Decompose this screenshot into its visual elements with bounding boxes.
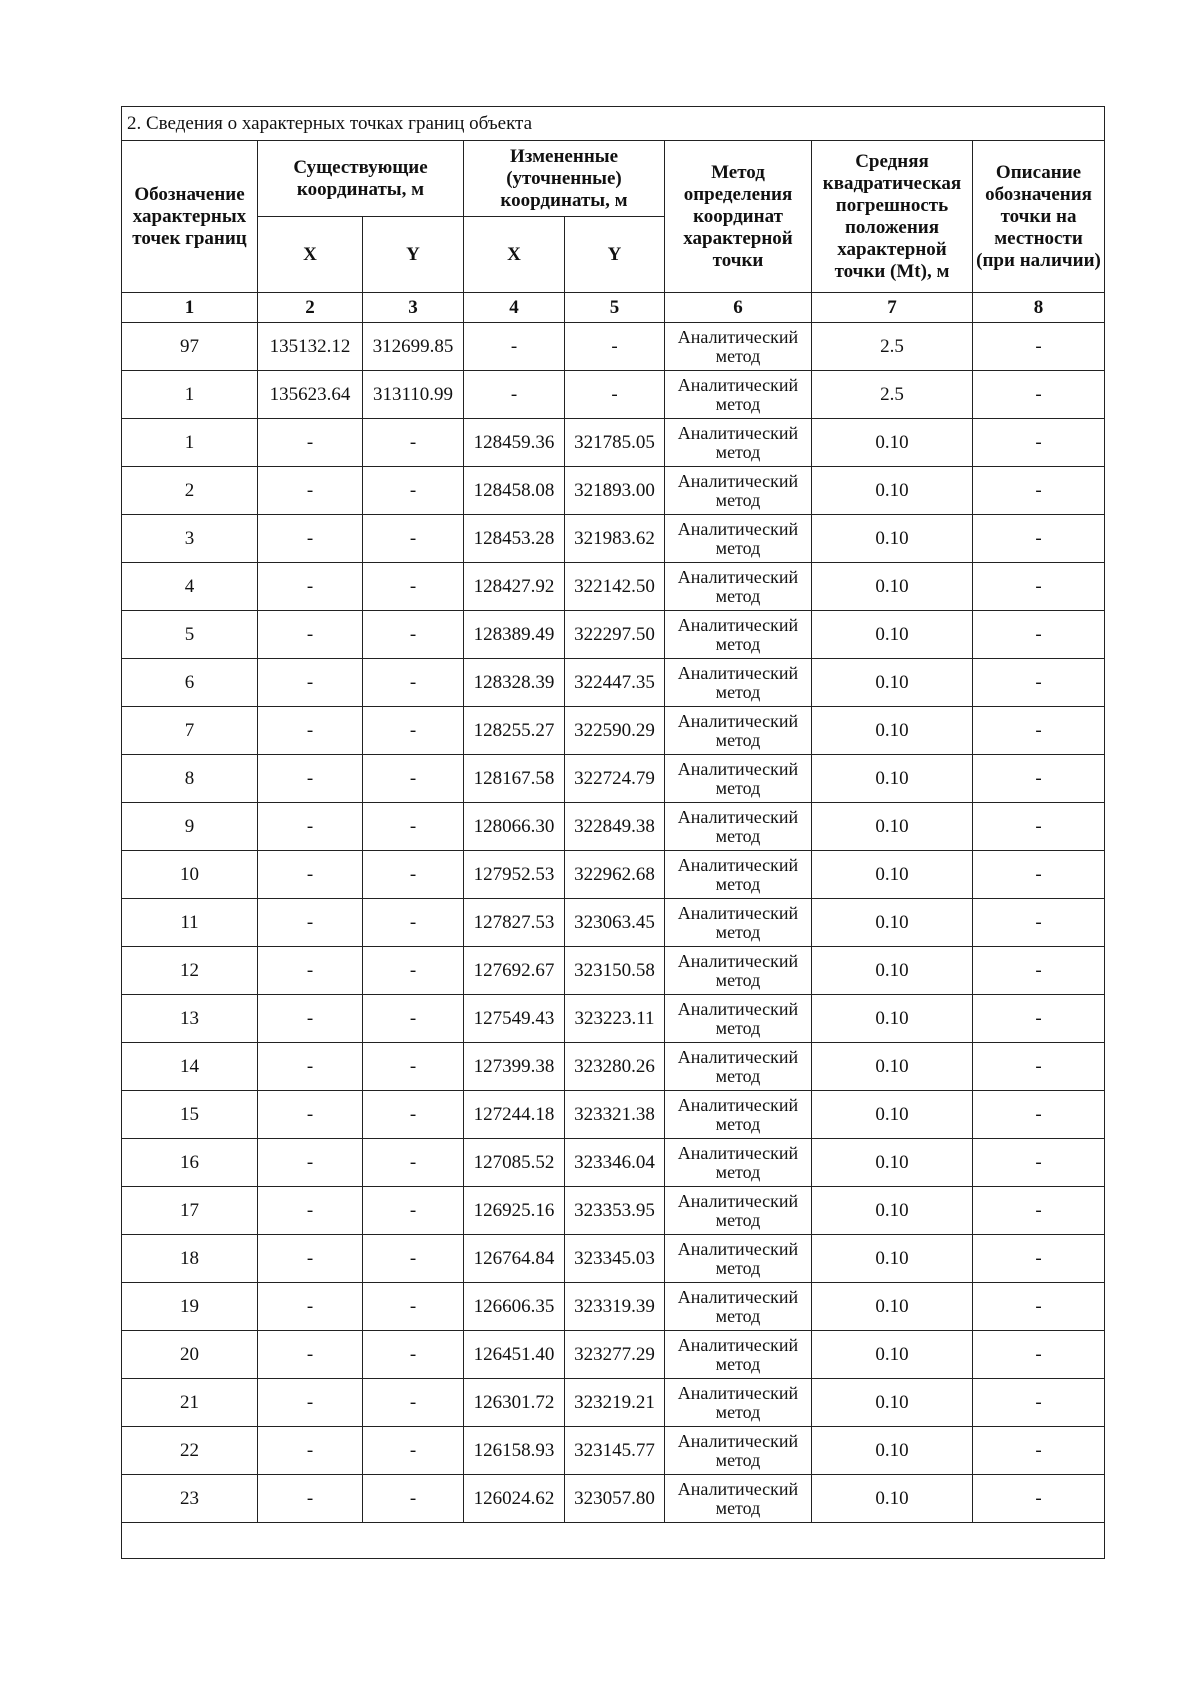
cell-changed-x: 128167.58 [464, 755, 565, 803]
cell-error: 0.10 [812, 419, 973, 467]
cell-changed-y: 323346.04 [565, 1139, 665, 1187]
cell-method: Аналитический метод [665, 1091, 812, 1139]
column-number: 5 [565, 293, 665, 323]
cell-error: 0.10 [812, 1331, 973, 1379]
cell-description: - [973, 1427, 1105, 1475]
cell-changed-y: 322142.50 [565, 563, 665, 611]
cell-method: Аналитический метод [665, 995, 812, 1043]
cell-existing-x: - [258, 467, 363, 515]
cell-existing-x: - [258, 1043, 363, 1091]
cell-existing-y: - [363, 947, 464, 995]
cell-existing-x: - [258, 1379, 363, 1427]
cell-method: Аналитический метод [665, 803, 812, 851]
cell-description: - [973, 899, 1105, 947]
cell-error: 0.10 [812, 1475, 973, 1523]
cell-method: Аналитический метод [665, 1043, 812, 1091]
cell-existing-y: 312699.85 [363, 323, 464, 371]
cell-point: 11 [122, 899, 258, 947]
cell-description: - [973, 611, 1105, 659]
cell-description: - [973, 1475, 1105, 1523]
table-row [122, 1475, 1105, 1523]
cell-point: 19 [122, 1283, 258, 1331]
cell-changed-x: 127952.53 [464, 851, 565, 899]
cell-changed-x: 126301.72 [464, 1379, 565, 1427]
cell-description: - [973, 1043, 1105, 1091]
cell-method: Аналитический метод [665, 1283, 812, 1331]
cell-point: 12 [122, 947, 258, 995]
cell-error: 0.10 [812, 563, 973, 611]
cell-changed-y: 322849.38 [565, 803, 665, 851]
table-row [122, 1379, 1105, 1427]
table-row [122, 947, 1105, 995]
cell-existing-y: 313110.99 [363, 371, 464, 419]
cell-existing-y: - [363, 1379, 464, 1427]
cell-method: Аналитический метод [665, 611, 812, 659]
cell-point: 10 [122, 851, 258, 899]
cell-error: 0.10 [812, 1283, 973, 1331]
cell-method: Аналитический метод [665, 467, 812, 515]
cell-changed-y: 322590.29 [565, 707, 665, 755]
cell-error: 0.10 [812, 899, 973, 947]
cell-error: 0.10 [812, 803, 973, 851]
cell-existing-x: - [258, 851, 363, 899]
cell-changed-y: 323277.29 [565, 1331, 665, 1379]
cell-description: - [973, 1283, 1105, 1331]
cell-existing-x: - [258, 755, 363, 803]
cell-error: 0.10 [812, 995, 973, 1043]
cell-point: 3 [122, 515, 258, 563]
cell-existing-y: - [363, 659, 464, 707]
cell-error: 0.10 [812, 851, 973, 899]
cell-description: - [973, 1187, 1105, 1235]
cell-description: - [973, 707, 1105, 755]
cell-method: Аналитический метод [665, 947, 812, 995]
cell-point: 2 [122, 467, 258, 515]
cell-changed-y: 323219.21 [565, 1379, 665, 1427]
cell-changed-x: 128458.08 [464, 467, 565, 515]
cell-changed-x: - [464, 371, 565, 419]
cell-existing-y: - [363, 419, 464, 467]
cell-point: 1 [122, 371, 258, 419]
cell-changed-y: - [565, 323, 665, 371]
cell-changed-x: 128066.30 [464, 803, 565, 851]
cell-changed-y: 322447.35 [565, 659, 665, 707]
cell-changed-x: 127827.53 [464, 899, 565, 947]
cell-description: - [973, 659, 1105, 707]
cell-existing-x: 135623.64 [258, 371, 363, 419]
table-row [122, 707, 1105, 755]
cell-existing-x: - [258, 1091, 363, 1139]
cell-description: - [973, 371, 1105, 419]
table-row [122, 659, 1105, 707]
cell-point: 22 [122, 1427, 258, 1475]
cell-description: - [973, 1331, 1105, 1379]
table-row [122, 611, 1105, 659]
cell-changed-y: 323353.95 [565, 1187, 665, 1235]
cell-point: 23 [122, 1475, 258, 1523]
cell-changed-y: 321893.00 [565, 467, 665, 515]
table-row [122, 371, 1105, 419]
cell-description: - [973, 563, 1105, 611]
cell-existing-y: - [363, 899, 464, 947]
cell-changed-x: 126764.84 [464, 1235, 565, 1283]
table-row [122, 1331, 1105, 1379]
cell-existing-x: - [258, 1331, 363, 1379]
cell-existing-x: - [258, 659, 363, 707]
cell-point: 4 [122, 563, 258, 611]
cell-changed-x: 128389.49 [464, 611, 565, 659]
cell-existing-y: - [363, 1475, 464, 1523]
cell-changed-x: 128328.39 [464, 659, 565, 707]
cell-changed-x: 127692.67 [464, 947, 565, 995]
column-number: 4 [464, 293, 565, 323]
cell-changed-y: 321785.05 [565, 419, 665, 467]
table-row [122, 563, 1105, 611]
cell-method: Аналитический метод [665, 899, 812, 947]
cell-changed-y: 323280.26 [565, 1043, 665, 1091]
cell-error: 2.5 [812, 371, 973, 419]
cell-existing-x: - [258, 1283, 363, 1331]
cell-changed-x: 126158.93 [464, 1427, 565, 1475]
cell-changed-y: 323321.38 [565, 1091, 665, 1139]
cell-existing-x: - [258, 803, 363, 851]
cell-existing-y: - [363, 1283, 464, 1331]
cell-error: 0.10 [812, 947, 973, 995]
cell-existing-x: - [258, 1187, 363, 1235]
cell-error: 0.10 [812, 707, 973, 755]
cell-error: 0.10 [812, 467, 973, 515]
table-footer-row [122, 1523, 1105, 1559]
cell-existing-x: - [258, 995, 363, 1043]
header-description: Описание обозначения точки на местности (при наличии) [973, 141, 1105, 293]
cell-existing-x: - [258, 1235, 363, 1283]
cell-point: 7 [122, 707, 258, 755]
cell-existing-y: - [363, 995, 464, 1043]
table-row [122, 995, 1105, 1043]
table-row [122, 1427, 1105, 1475]
cell-changed-x: 127549.43 [464, 995, 565, 1043]
cell-existing-y: - [363, 707, 464, 755]
column-number: 1 [122, 293, 258, 323]
header-point-designation: Обозначение характерных точек границ [122, 141, 258, 293]
cell-changed-y: 323145.77 [565, 1427, 665, 1475]
cell-error: 0.10 [812, 1091, 973, 1139]
cell-error: 0.10 [812, 611, 973, 659]
cell-point: 21 [122, 1379, 258, 1427]
cell-existing-x: - [258, 947, 363, 995]
cell-changed-y: 323063.45 [565, 899, 665, 947]
cell-method: Аналитический метод [665, 1475, 812, 1523]
cell-existing-y: - [363, 1043, 464, 1091]
cell-method: Аналитический метод [665, 1427, 812, 1475]
cell-description: - [973, 323, 1105, 371]
cell-changed-x: 126451.40 [464, 1331, 565, 1379]
cell-error: 0.10 [812, 1427, 973, 1475]
table-row [122, 803, 1105, 851]
column-number: 3 [363, 293, 464, 323]
cell-description: - [973, 1379, 1105, 1427]
cell-description: - [973, 467, 1105, 515]
table-row [122, 419, 1105, 467]
cell-existing-y: - [363, 851, 464, 899]
cell-changed-y: 322297.50 [565, 611, 665, 659]
header-error: Средняя квадратическая погрешность положения характерной точки (Mt), м [812, 141, 973, 293]
cell-point: 6 [122, 659, 258, 707]
cell-existing-y: - [363, 611, 464, 659]
table-row [122, 1091, 1105, 1139]
cell-existing-x: - [258, 611, 363, 659]
cell-changed-y: 323057.80 [565, 1475, 665, 1523]
header-changed-coords: Измененные (уточненные) координаты, м [464, 141, 665, 217]
column-number: 2 [258, 293, 363, 323]
cell-existing-x: - [258, 1427, 363, 1475]
cell-point: 16 [122, 1139, 258, 1187]
cell-existing-x: - [258, 899, 363, 947]
cell-description: - [973, 755, 1105, 803]
cell-changed-x: 127399.38 [464, 1043, 565, 1091]
cell-description: - [973, 1139, 1105, 1187]
cell-existing-x: - [258, 707, 363, 755]
table-row [122, 1187, 1105, 1235]
cell-point: 13 [122, 995, 258, 1043]
cell-point: 15 [122, 1091, 258, 1139]
cell-error: 0.10 [812, 1379, 973, 1427]
cell-existing-x: - [258, 515, 363, 563]
cell-changed-y: 323223.11 [565, 995, 665, 1043]
cell-existing-y: - [363, 563, 464, 611]
header-existing-y: Y [363, 217, 464, 293]
cell-changed-x: 127085.52 [464, 1139, 565, 1187]
cell-method: Аналитический метод [665, 323, 812, 371]
cell-changed-y: 322724.79 [565, 755, 665, 803]
cell-changed-y: 322962.68 [565, 851, 665, 899]
table-row [122, 515, 1105, 563]
cell-error: 0.10 [812, 515, 973, 563]
cell-existing-y: - [363, 1427, 464, 1475]
table-row [122, 1283, 1105, 1331]
column-number: 8 [973, 293, 1105, 323]
cell-description: - [973, 419, 1105, 467]
cell-changed-x: 126925.16 [464, 1187, 565, 1235]
cell-method: Аналитический метод [665, 1139, 812, 1187]
cell-error: 0.10 [812, 659, 973, 707]
cell-method: Аналитический метод [665, 707, 812, 755]
cell-existing-y: - [363, 1139, 464, 1187]
table-row [122, 1043, 1105, 1091]
column-numbers-row [122, 293, 1105, 323]
header-existing-coords: Существующие координаты, м [258, 141, 464, 217]
cell-point: 9 [122, 803, 258, 851]
table-row [122, 1139, 1105, 1187]
cell-changed-x: 126024.62 [464, 1475, 565, 1523]
cell-method: Аналитический метод [665, 1379, 812, 1427]
table-footer-cell [122, 1523, 1105, 1559]
cell-existing-y: - [363, 1187, 464, 1235]
table-row [122, 899, 1105, 947]
cell-changed-x: 128459.36 [464, 419, 565, 467]
column-number: 6 [665, 293, 812, 323]
cell-method: Аналитический метод [665, 563, 812, 611]
cell-existing-y: - [363, 803, 464, 851]
cell-point: 97 [122, 323, 258, 371]
header-existing-x: X [258, 217, 363, 293]
cell-description: - [973, 851, 1105, 899]
cell-point: 20 [122, 1331, 258, 1379]
cell-method: Аналитический метод [665, 1187, 812, 1235]
cell-existing-x: - [258, 1139, 363, 1187]
cell-changed-y: 323319.39 [565, 1283, 665, 1331]
column-number: 7 [812, 293, 973, 323]
cell-changed-x: 126606.35 [464, 1283, 565, 1331]
cell-point: 18 [122, 1235, 258, 1283]
table-row [122, 467, 1105, 515]
cell-existing-x: - [258, 419, 363, 467]
cell-point: 1 [122, 419, 258, 467]
cell-description: - [973, 1091, 1105, 1139]
cell-method: Аналитический метод [665, 1235, 812, 1283]
cell-description: - [973, 515, 1105, 563]
document-sheet [121, 106, 1104, 1559]
cell-changed-y: 323345.03 [565, 1235, 665, 1283]
cell-changed-y: 321983.62 [565, 515, 665, 563]
cell-point: 5 [122, 611, 258, 659]
cell-changed-y: 323150.58 [565, 947, 665, 995]
table-row [122, 851, 1105, 899]
cell-existing-y: - [363, 1331, 464, 1379]
cell-method: Аналитический метод [665, 1331, 812, 1379]
cell-existing-x: - [258, 563, 363, 611]
cell-error: 0.10 [812, 1235, 973, 1283]
cell-error: 2.5 [812, 323, 973, 371]
cell-error: 0.10 [812, 755, 973, 803]
cell-changed-x: 128453.28 [464, 515, 565, 563]
cell-error: 0.10 [812, 1139, 973, 1187]
header-changed-y: Y [565, 217, 665, 293]
table-row [122, 755, 1105, 803]
cell-description: - [973, 803, 1105, 851]
table-row [122, 323, 1105, 371]
cell-method: Аналитический метод [665, 515, 812, 563]
cell-changed-x: 128255.27 [464, 707, 565, 755]
cell-error: 0.10 [812, 1043, 973, 1091]
cell-existing-y: - [363, 1235, 464, 1283]
cell-method: Аналитический метод [665, 419, 812, 467]
cell-existing-y: - [363, 755, 464, 803]
cell-description: - [973, 1235, 1105, 1283]
cell-existing-y: - [363, 515, 464, 563]
cell-changed-x: 127244.18 [464, 1091, 565, 1139]
header-method: Метод определения координат характерной точки [665, 141, 812, 293]
cell-changed-x: 128427.92 [464, 563, 565, 611]
cell-method: Аналитический метод [665, 371, 812, 419]
cell-existing-y: - [363, 467, 464, 515]
table-row [122, 1235, 1105, 1283]
cell-existing-x: - [258, 1475, 363, 1523]
section-title: 2. Сведения о характерных точках границ объекта [122, 107, 1105, 141]
cell-point: 17 [122, 1187, 258, 1235]
cell-changed-y: - [565, 371, 665, 419]
boundary-points-table [121, 106, 1105, 1559]
cell-description: - [973, 995, 1105, 1043]
cell-error: 0.10 [812, 1187, 973, 1235]
cell-changed-x: - [464, 323, 565, 371]
header-changed-x: X [464, 217, 565, 293]
cell-existing-y: - [363, 1091, 464, 1139]
cell-method: Аналитический метод [665, 851, 812, 899]
cell-point: 14 [122, 1043, 258, 1091]
cell-method: Аналитический метод [665, 659, 812, 707]
cell-method: Аналитический метод [665, 755, 812, 803]
cell-existing-x: 135132.12 [258, 323, 363, 371]
cell-description: - [973, 947, 1105, 995]
cell-point: 8 [122, 755, 258, 803]
